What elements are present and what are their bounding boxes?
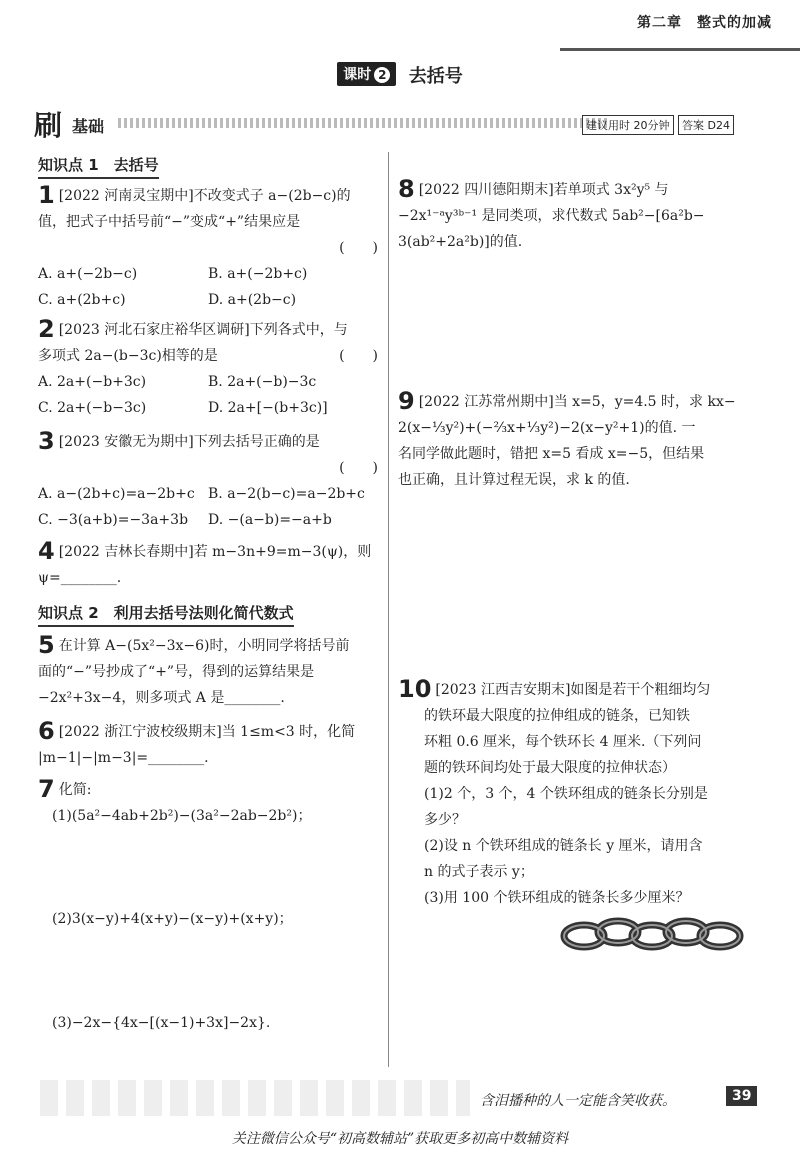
question-text: 多少？ bbox=[424, 812, 466, 828]
question-text: 在计算 A−(5x²−3x−6)时，小明同学将括号前 bbox=[58, 638, 350, 654]
header-rule bbox=[560, 48, 800, 51]
banner-stripe bbox=[118, 118, 608, 128]
sub-question-1: (1)(5a²−4ab+2b²)−(3a²−2ab−2b²)； bbox=[52, 808, 312, 824]
lesson-title: 去括号 bbox=[408, 66, 463, 87]
option-d: D. a+(2b−c) bbox=[208, 292, 297, 308]
answer-paren: ( ) bbox=[339, 240, 378, 256]
chain-illustration bbox=[560, 914, 750, 954]
question-text: 名同学做此题时，错把 x=5 看成 x=−5，但结果 bbox=[398, 446, 705, 462]
question-text: [2022 河南灵宝期中]不改变式子 a−(2b−c)的 bbox=[58, 188, 351, 204]
option-a: A. a−(2b+c)=a−2b+c bbox=[38, 486, 195, 502]
question-text: 3(ab²+2a²b)]的值. bbox=[398, 234, 523, 250]
suggested-time-badge: 建议用时 20分钟 bbox=[582, 115, 674, 135]
footer-slogan: 含泪播种的人一定能含笑收获。 bbox=[480, 1093, 676, 1109]
question-text: [2023 河北石家庄裕华区调研]下列各式中，与 bbox=[58, 322, 348, 338]
question-9 bbox=[398, 388, 768, 493]
column-divider bbox=[388, 152, 389, 1067]
question-text: (3)用 100 个铁环组成的链条长多少厘米？ bbox=[424, 890, 690, 906]
sub-question-3: (3)−2x−{4x−[(x−1)+3x]−2x}. bbox=[52, 1015, 271, 1031]
question-text: ψ=________. bbox=[38, 570, 122, 586]
question-text: n 的式子表示 y； bbox=[424, 864, 534, 880]
question-text: 2(x−⅓y²)+(−⅔x+⅓y²)−2(x−y²+1)的值. 一 bbox=[398, 420, 696, 436]
question-number: 10 bbox=[398, 675, 432, 703]
answer-page-badge: 答案 D24 bbox=[678, 115, 734, 135]
lesson-tag-label: 课时 bbox=[343, 67, 372, 83]
question-number: 2 bbox=[38, 315, 55, 343]
option-a: A. a+(−2b−c) bbox=[38, 266, 138, 282]
banner-basic-label: 基础 bbox=[72, 117, 105, 136]
option-b: B. a−2(b−c)=a−2b+c bbox=[208, 486, 365, 502]
background-watermark bbox=[40, 1080, 470, 1116]
question-number: 6 bbox=[38, 717, 55, 745]
option-c: C. a+(2b+c) bbox=[38, 292, 126, 308]
question-text: [2022 浙江宁波校级期末]当 1≤m<3 时，化简 bbox=[58, 724, 356, 740]
option-b: B. 2a+(−b)−3c bbox=[208, 374, 317, 390]
question-number: 5 bbox=[38, 631, 55, 659]
question-text: 题的铁环间均处于最大限度的拉伸状态） bbox=[424, 760, 676, 776]
lesson-heading bbox=[0, 62, 800, 88]
question-3 bbox=[38, 428, 378, 533]
answer-paren: ( ) bbox=[339, 348, 378, 364]
question-10 bbox=[398, 676, 768, 911]
question-number: 4 bbox=[38, 537, 55, 565]
question-text: [2023 江西吉安期末]如图是若干个粗细均匀 bbox=[435, 682, 711, 698]
question-text: [2022 吉林长春期中]若 m−3n+9=m−3(ψ)，则 bbox=[58, 544, 372, 560]
question-text: 值，把式子中括号前“−”变成“+”结果应是 bbox=[38, 214, 301, 230]
page-header bbox=[0, 0, 800, 52]
option-c: C. 2a+(−b−3c) bbox=[38, 400, 147, 416]
question-text: 面的“−”号抄成了“+”号，得到的运算结果是 bbox=[38, 664, 315, 680]
question-text: −2x²+3x−4，则多项式 A 是________. bbox=[38, 690, 285, 706]
knowledge-point-1: 知识点 1 去括号 bbox=[38, 154, 159, 179]
section-banner bbox=[34, 104, 764, 142]
banner-brush-char: 刷 bbox=[34, 109, 63, 142]
question-text: −2x¹⁻ᵃy³ᵇ⁻¹ 是同类项，求代数式 5ab²−[6a²b− bbox=[398, 208, 705, 224]
page-number: 39 bbox=[726, 1086, 757, 1106]
knowledge-point-2: 知识点 2 利用去括号法则化简代数式 bbox=[38, 602, 294, 627]
question-number: 1 bbox=[38, 181, 55, 209]
option-a: A. 2a+(−b+3c) bbox=[38, 374, 147, 390]
question-text: 环粗 0.6 厘米，每个铁环长 4 厘米.（下列问 bbox=[424, 734, 702, 750]
question-text: 的铁环最大限度的拉伸组成的链条，已知铁 bbox=[424, 708, 690, 724]
question-text: 多项式 2a−(b−3c)相等的是 bbox=[38, 348, 218, 364]
option-b: B. a+(−2b+c) bbox=[208, 266, 308, 282]
question-text: [2023 安徽无为期中]下列去括号正确的是 bbox=[58, 434, 320, 450]
chapter-title: 第二章 整式的加减 bbox=[637, 15, 772, 31]
question-2 bbox=[38, 316, 378, 421]
question-text: (2)设 n 个铁环组成的链条长 y 厘米，请用含 bbox=[424, 838, 703, 854]
option-c: C. −3(a+b)=−3a+3b bbox=[38, 512, 189, 528]
answer-paren: ( ) bbox=[339, 460, 378, 476]
lesson-number: 2 bbox=[374, 67, 390, 83]
question-8 bbox=[398, 176, 768, 255]
question-number: 3 bbox=[38, 427, 55, 455]
question-text: 也正确，且计算过程无误，求 k 的值. bbox=[398, 472, 630, 488]
question-1 bbox=[38, 182, 378, 313]
question-5 bbox=[38, 632, 378, 711]
option-d: D. −(a−b)=−a+b bbox=[208, 512, 332, 528]
question-6 bbox=[38, 718, 378, 771]
sub-question-2: (2)3(x−y)+4(x+y)−(x−y)+(x+y)； bbox=[52, 911, 293, 927]
option-d: D. 2a+[−(b+3c)] bbox=[208, 400, 328, 416]
question-4 bbox=[38, 538, 378, 591]
question-7 bbox=[38, 776, 378, 829]
question-text: [2022 江苏常州期中]当 x=5，y=4.5 时，求 kx− bbox=[418, 394, 736, 410]
lesson-tag bbox=[337, 62, 396, 86]
question-text: (1)2 个，3 个，4 个铁环组成的链条长分别是 bbox=[424, 786, 708, 802]
footer-caption: 关注微信公众号“初高数辅站”获取更多初高中数辅资料 bbox=[231, 1131, 569, 1147]
question-number: 7 bbox=[38, 775, 55, 803]
question-text: |m−1|−|m−3|=________. bbox=[38, 750, 209, 766]
question-number: 8 bbox=[398, 175, 415, 203]
question-number: 9 bbox=[398, 387, 415, 415]
question-text: 化简: bbox=[58, 782, 92, 798]
question-text: [2022 四川德阳期末]若单项式 3x²y⁵ 与 bbox=[418, 182, 669, 198]
